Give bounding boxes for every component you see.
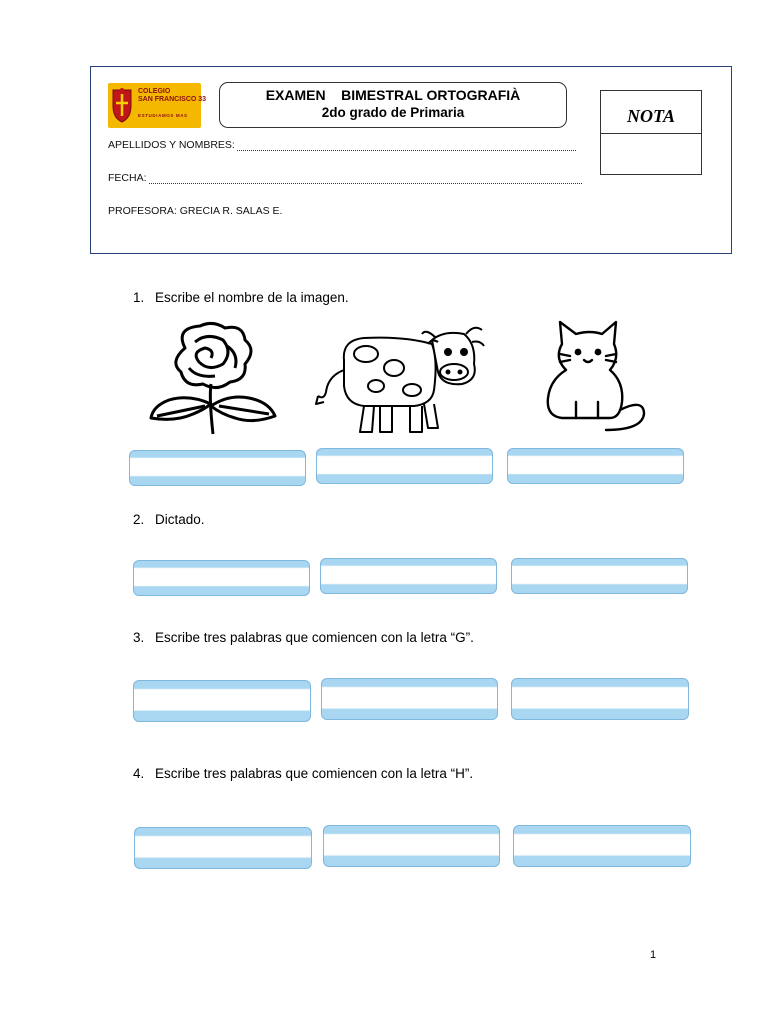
question-2-text: Dictado.: [155, 512, 205, 527]
answer-box-3-3[interactable]: [511, 678, 689, 720]
question-4-number: 4.: [133, 766, 145, 781]
grade-blank[interactable]: [601, 134, 701, 174]
page-number: 1: [650, 949, 657, 961]
question-1-number: 1.: [133, 290, 145, 305]
title-box: [219, 82, 567, 128]
teacher-field: [108, 205, 282, 217]
date-blank[interactable]: [149, 174, 582, 184]
names-blank[interactable]: [237, 141, 576, 151]
logo-line-2: SAN FRANCISCO 33: [138, 96, 207, 103]
logo-motto: ESTUDIAMOS MAS: [138, 113, 188, 118]
grade-box: [600, 90, 702, 175]
school-logo: [108, 83, 207, 128]
date-field: [108, 172, 582, 184]
answer-box-4-2[interactable]: [323, 825, 500, 867]
question-4-text: Escribe tres palabras que comiencen con la letra “H”.: [155, 766, 474, 781]
grade-label: NOTA: [601, 91, 701, 134]
answer-box-2-2[interactable]: [320, 558, 497, 594]
question-1: [133, 290, 349, 305]
teacher-label: PROFESORA: GRECIA R. SALAS E.: [108, 205, 283, 217]
exam-title: EXAMEN BIMESTRAL ORTOGRAFIÀ: [265, 87, 521, 103]
logo-line-1: COLEGIO: [138, 88, 171, 95]
answer-box-3-2[interactable]: [321, 678, 498, 720]
school-shield-icon: [111, 86, 133, 124]
answer-box-1-2[interactable]: [316, 448, 493, 484]
rose-drawing: [145, 318, 280, 436]
answer-box-4-3[interactable]: [513, 825, 691, 867]
question-3-text: Escribe tres palabras que comiencen con la letra “G”.: [155, 630, 474, 645]
question-3-number: 3.: [133, 630, 145, 645]
answer-box-3-1[interactable]: [133, 680, 311, 722]
question-4: [133, 766, 473, 781]
answer-box-1-1[interactable]: [129, 450, 306, 486]
question-2: [133, 512, 205, 527]
answer-box-2-3[interactable]: [511, 558, 688, 594]
question-3: [133, 630, 474, 645]
question-1-text: Escribe el nombre de la imagen.: [155, 290, 349, 305]
date-label: FECHA:: [108, 172, 147, 184]
names-label: APELLIDOS Y NOMBRES:: [108, 139, 235, 151]
cat-drawing: [540, 318, 648, 434]
answer-box-4-1[interactable]: [134, 827, 312, 869]
cow-drawing: [314, 320, 488, 438]
answer-box-1-3[interactable]: [507, 448, 684, 484]
answer-box-2-1[interactable]: [133, 560, 310, 596]
exam-subtitle: 2do grado de Primaria: [321, 105, 465, 120]
names-field: [108, 139, 576, 151]
question-2-number: 2.: [133, 512, 145, 527]
